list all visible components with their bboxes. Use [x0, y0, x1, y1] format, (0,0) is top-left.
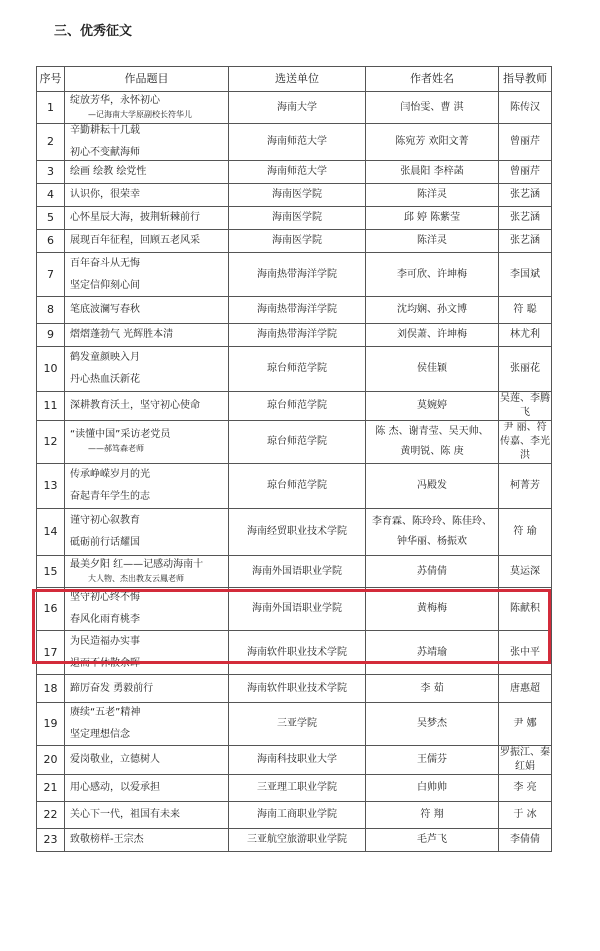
- author-line: 黄梅梅: [417, 603, 447, 614]
- author-line: 钟华丽、杨振欢: [397, 536, 467, 547]
- cell-authors: [366, 675, 499, 703]
- cell-unit: 三亚理工职业学院: [229, 775, 366, 802]
- cell-authors: [366, 556, 499, 588]
- cell-title: [65, 92, 229, 124]
- cell-teacher: 曾丽芹: [499, 124, 552, 161]
- section-title: 三、优秀征文: [54, 24, 133, 39]
- cell-title: [65, 631, 229, 675]
- cell-authors: [366, 802, 499, 829]
- cell-no: 6: [37, 230, 65, 253]
- cell-unit: 海南大学: [229, 92, 366, 124]
- cell-authors: [366, 324, 499, 347]
- cell-authors: [366, 703, 499, 746]
- table-row: [37, 230, 552, 253]
- cell-title: [65, 746, 229, 775]
- cell-authors: [366, 829, 499, 852]
- cell-authors: [366, 775, 499, 802]
- table-row: [37, 802, 552, 829]
- cell-teacher: 曾丽芹: [499, 161, 552, 184]
- table-row: [37, 184, 552, 207]
- cell-authors: [366, 253, 499, 297]
- table-row: [37, 829, 552, 852]
- author-line: 毛芦飞: [417, 834, 447, 845]
- table-row: [37, 92, 552, 124]
- title-line: 绘画 绘教 绘党性: [70, 166, 147, 177]
- cell-authors: [366, 509, 499, 556]
- table-row: [37, 421, 552, 464]
- author-line: 侯佳颖: [417, 363, 447, 374]
- cell-authors: [366, 392, 499, 421]
- title-line: “读懂中国”采访老党员: [70, 429, 171, 440]
- table-row: [37, 347, 552, 392]
- cell-unit: 海南师范大学: [229, 161, 366, 184]
- title-line: 笔底波澜写春秋: [70, 304, 140, 315]
- title-line: 丹心热血沃新花: [70, 374, 140, 385]
- author-line: 沈均娴、孙文博: [397, 304, 467, 315]
- title-line: 百年奋斗从无悔: [70, 257, 140, 269]
- author-line: 苏靖瑜: [417, 646, 447, 658]
- cell-title: [65, 509, 229, 556]
- title-line: 退而不休散余晖: [70, 657, 140, 669]
- title-line: 坚守初心终不悔: [70, 592, 140, 603]
- title-line: 心怀星辰大海，披荆斩棘前行: [70, 212, 200, 223]
- cell-unit: 海南医学院: [229, 230, 366, 253]
- title-line: 深耕教育沃土，坚守初心使命: [70, 400, 200, 411]
- cell-unit: 琼台师范学院: [229, 464, 366, 509]
- cell-teacher: 于 冰: [499, 802, 552, 829]
- cell-authors: [366, 230, 499, 253]
- title-line: 奋起青年学生的志: [70, 491, 150, 502]
- cell-authors: [366, 421, 499, 464]
- author-line: 张晨阳 李梓菡: [400, 166, 464, 177]
- cell-authors: [366, 184, 499, 207]
- author-line: 陈洋灵: [417, 235, 447, 246]
- cell-teacher: 张艺涵: [499, 207, 552, 230]
- awards-table: [36, 66, 552, 852]
- author-line: 刘俣萧、许坤梅: [397, 329, 467, 340]
- title-line: 熠熠蓬勃气 光辉胜本清: [70, 329, 174, 340]
- table-row: [37, 588, 552, 631]
- cell-title: [65, 230, 229, 253]
- author-line: 闫怡雯、曹 淇: [400, 101, 464, 113]
- cell-title: [65, 556, 229, 588]
- author-line: 黄明锐、陈 庚: [400, 446, 464, 457]
- table-row: [37, 556, 552, 588]
- cell-teacher: 张丽花: [499, 347, 552, 392]
- title-line: 坚定信仰刻心间: [70, 279, 140, 291]
- cell-no: 12: [37, 421, 65, 464]
- cell-no: 8: [37, 297, 65, 324]
- title-line: 关心下一代，祖国有未来: [70, 809, 180, 820]
- header-authors: 作者姓名: [366, 67, 499, 92]
- author-line: 陈 杰、谢青莹、吴天帅、: [375, 426, 489, 437]
- cell-no: 11: [37, 392, 65, 421]
- title-subtitle: ——郝笃森老师: [88, 444, 144, 453]
- cell-title: [65, 703, 229, 746]
- cell-authors: [366, 464, 499, 509]
- author-line: 符 翔: [420, 809, 444, 820]
- cell-teacher: 陈献积: [499, 588, 552, 631]
- cell-teacher: 罗振江、秦红娟: [499, 746, 552, 775]
- table-row: [37, 509, 552, 556]
- title-line: 爱岗敬业，立德树人: [70, 754, 160, 765]
- author-line: 李 茹: [420, 682, 444, 694]
- cell-no: 1: [37, 92, 65, 124]
- title-line: 坚定理想信念: [70, 729, 130, 740]
- cell-title: [65, 253, 229, 297]
- cell-authors: [366, 631, 499, 675]
- cell-no: 2: [37, 124, 65, 161]
- cell-no: 18: [37, 675, 65, 703]
- cell-title: [65, 347, 229, 392]
- title-line: 用心感动，以爱承担: [70, 782, 160, 793]
- cell-unit: 海南医学院: [229, 207, 366, 230]
- cell-no: 3: [37, 161, 65, 184]
- table-row: [37, 207, 552, 230]
- title-line: 展现百年征程，回顾五老风采: [70, 235, 200, 246]
- cell-teacher: 吴莲、李腾飞: [499, 392, 552, 421]
- cell-authors: [366, 92, 499, 124]
- cell-teacher: 柯菁芳: [499, 464, 552, 509]
- cell-unit: 海南外国语职业学院: [229, 556, 366, 588]
- cell-unit: 海南软件职业技术学院: [229, 631, 366, 675]
- table-row: [37, 324, 552, 347]
- table-row: [37, 297, 552, 324]
- cell-no: 13: [37, 464, 65, 509]
- cell-title: [65, 829, 229, 852]
- cell-title: [65, 207, 229, 230]
- cell-teacher: 李 亮: [499, 775, 552, 802]
- cell-unit: 海南软件职业技术学院: [229, 675, 366, 703]
- author-line: 陈洋灵: [417, 189, 447, 200]
- cell-title: [65, 124, 229, 161]
- cell-title: [65, 775, 229, 802]
- title-line: 鹤发童颜映入月: [70, 352, 140, 363]
- cell-title: [65, 161, 229, 184]
- cell-no: 19: [37, 703, 65, 746]
- table-row: [37, 464, 552, 509]
- table-row: [37, 253, 552, 297]
- table-row: [37, 775, 552, 802]
- table-header-row: [37, 67, 552, 92]
- cell-teacher: 符 聪: [499, 297, 552, 324]
- cell-unit: 海南医学院: [229, 184, 366, 207]
- cell-title: [65, 392, 229, 421]
- cell-no: 14: [37, 509, 65, 556]
- author-line: 吴梦杰: [417, 718, 447, 729]
- title-line: 蹄厉奋发 勇毅前行: [70, 682, 154, 694]
- table-row: [37, 675, 552, 703]
- cell-unit: 海南热带海洋学院: [229, 324, 366, 347]
- title-subtitle: —记海南大学原副校长符华儿: [88, 109, 192, 119]
- cell-teacher: 符 瑜: [499, 509, 552, 556]
- author-line: 白帅帅: [417, 782, 447, 793]
- title-line: 为民造福办实事: [70, 635, 140, 647]
- title-line: 赓续“五老”精神: [70, 707, 141, 718]
- author-line: 李可欣、许坤梅: [397, 268, 467, 280]
- table-row: [37, 161, 552, 184]
- cell-teacher: 陈传汉: [499, 92, 552, 124]
- cell-unit: 琼台师范学院: [229, 421, 366, 464]
- cell-teacher: 唐惠超: [499, 675, 552, 703]
- cell-no: 20: [37, 746, 65, 775]
- cell-title: [65, 802, 229, 829]
- cell-no: 7: [37, 253, 65, 297]
- cell-no: 5: [37, 207, 65, 230]
- cell-teacher: 林尤利: [499, 324, 552, 347]
- cell-unit: 三亚学院: [229, 703, 366, 746]
- author-line: 陈宛芳 欢阳文菁: [395, 136, 469, 147]
- title-line: 最美夕阳 红——记感动海南十: [70, 558, 204, 570]
- title-line: 初心不变献海师: [70, 147, 140, 158]
- cell-unit: 琼台师范学院: [229, 392, 366, 421]
- title-line: 春风化雨育桃李: [70, 614, 140, 625]
- cell-no: 15: [37, 556, 65, 588]
- cell-no: 16: [37, 588, 65, 631]
- title-line: 谨守初心叙教育: [70, 515, 140, 526]
- title-subtitle: 大人物、杰出教友云鳳老师: [88, 573, 184, 583]
- cell-title: [65, 421, 229, 464]
- table-row: [37, 631, 552, 675]
- author-line: 李育霖、陈玲玲、陈佳玲、: [372, 516, 492, 527]
- cell-teacher: 尹 丽、符传嘉、李光洪: [499, 421, 552, 464]
- cell-unit: 海南科技职业大学: [229, 746, 366, 775]
- header-unit: 选送单位: [229, 67, 366, 92]
- cell-teacher: 尹 娜: [499, 703, 552, 746]
- author-line: 王儒芬: [417, 754, 447, 765]
- cell-unit: 海南外国语职业学院: [229, 588, 366, 631]
- table-row: [37, 746, 552, 775]
- cell-authors: [366, 347, 499, 392]
- cell-unit: 海南工商职业学院: [229, 802, 366, 829]
- title-line: 致敬榜样-王宗杰: [70, 834, 144, 845]
- cell-teacher: 李国斌: [499, 253, 552, 297]
- table-row: [37, 392, 552, 421]
- cell-no: 23: [37, 829, 65, 852]
- cell-teacher: 莫运深: [499, 556, 552, 588]
- cell-no: 10: [37, 347, 65, 392]
- cell-authors: [366, 161, 499, 184]
- table-body: [37, 92, 552, 852]
- cell-unit: 琼台师范学院: [229, 347, 366, 392]
- cell-no: 21: [37, 775, 65, 802]
- title-line: 传承峥嵘岁月的光: [70, 469, 150, 480]
- cell-unit: 海南热带海洋学院: [229, 253, 366, 297]
- title-line: 认识你，很荣幸: [70, 189, 140, 200]
- header-teacher: 指导教师: [499, 67, 552, 92]
- cell-authors: [366, 297, 499, 324]
- table-row: [37, 703, 552, 746]
- author-line: 邱 婷 陈紫莹: [403, 212, 461, 223]
- cell-title: [65, 675, 229, 703]
- cell-authors: [366, 207, 499, 230]
- cell-teacher: 李倩倩: [499, 829, 552, 852]
- cell-unit: 海南师范大学: [229, 124, 366, 161]
- author-line: 冯殿发: [417, 480, 447, 491]
- cell-no: 17: [37, 631, 65, 675]
- cell-unit: 海南热带海洋学院: [229, 297, 366, 324]
- cell-authors: [366, 124, 499, 161]
- cell-no: 4: [37, 184, 65, 207]
- title-line: 辛勤耕耘十几载: [70, 125, 140, 136]
- cell-teacher: 张艺涵: [499, 184, 552, 207]
- cell-authors: [366, 746, 499, 775]
- cell-title: [65, 324, 229, 347]
- header-no: 序号: [37, 67, 65, 92]
- title-line: 绽放芳华，永怀初心: [70, 94, 160, 106]
- author-line: 莫婉婷: [417, 400, 447, 411]
- header-title: 作品题目: [65, 67, 229, 92]
- author-line: 苏倩倩: [417, 565, 447, 577]
- cell-unit: 海南经贸职业技术学院: [229, 509, 366, 556]
- cell-authors: [366, 588, 499, 631]
- cell-teacher: 张艺涵: [499, 230, 552, 253]
- cell-title: [65, 297, 229, 324]
- cell-title: [65, 184, 229, 207]
- cell-unit: 三亚航空旅游职业学院: [229, 829, 366, 852]
- title-line: 砥砺前行话耀国: [70, 537, 140, 548]
- cell-no: 9: [37, 324, 65, 347]
- cell-title: [65, 588, 229, 631]
- table-row: [37, 124, 552, 161]
- cell-no: 22: [37, 802, 65, 829]
- cell-teacher: 张中平: [499, 631, 552, 675]
- cell-title: [65, 464, 229, 509]
